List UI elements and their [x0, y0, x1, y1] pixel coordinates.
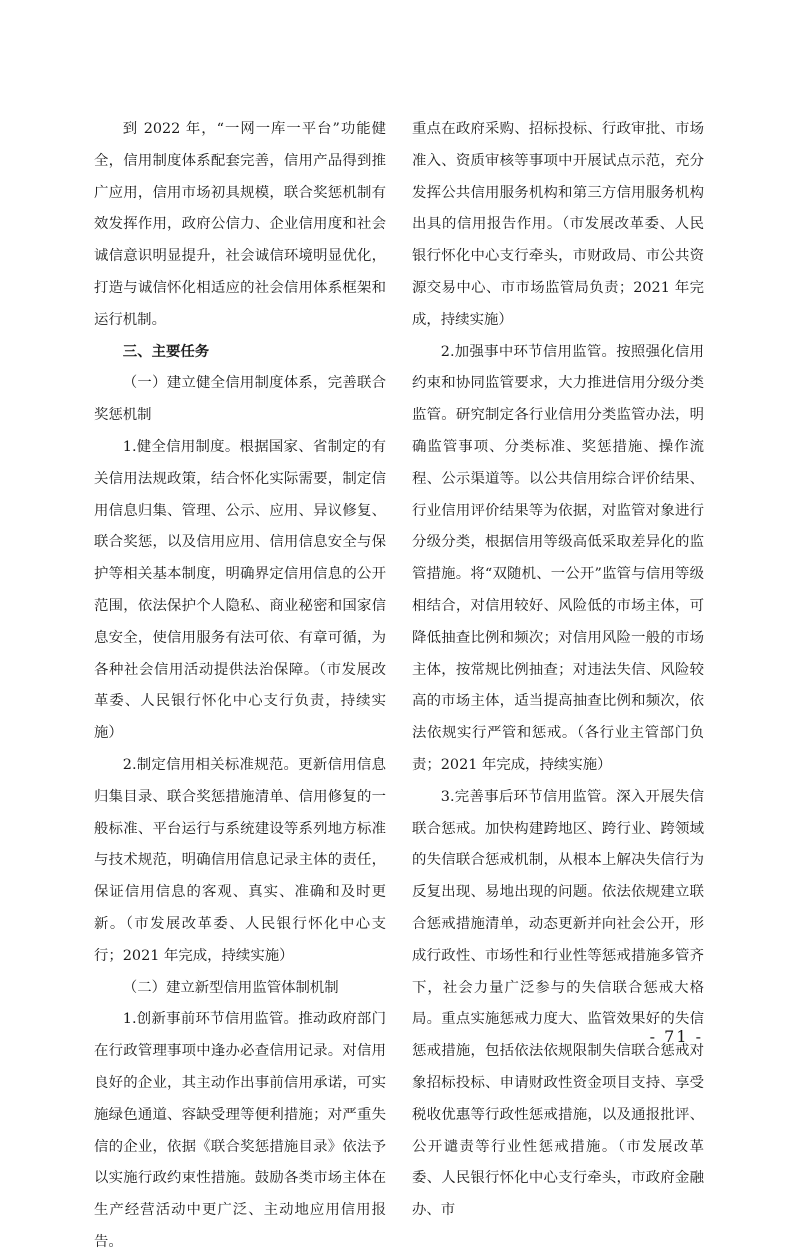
- left-column: [94, 114, 386, 1259]
- subheading-credit-supervision: （二）建立新型信用监管体制机制: [122, 979, 339, 996]
- paragraph-post-supervision: 3.完善事后环节信用监管。深入开展失信联合惩戒。加快构建跨地区、跨行业、跨领域的失信联合惩戒机制，从根本上解决失信行为反复出现、易地出现的问题。依法依规建立联合惩戒措施清单，动态更新并向社会公开，形成行政性、市场性和行业性等惩戒措施多管齐下，社会力量广泛参与的失信联合惩戒大格局。重点实施惩戒力度大、监管效果好的失信惩戒措施，包括依法依规限制失信联合惩戒对象招标投标、申请财政性资金项目支持、享受税收优惠等行政性惩戒措施，以及通报批评、公开谴责等行业性惩戒措施。（市发展改革委、人民银行怀化中心支行牵头，市政府金融办、市: [412, 788, 704, 1219]
- paragraph-pre-supervision: 1.创新事前环节信用监管。推动政府部门在行政管理事项中逢办必查信用记录。对信用良好的企业，其主动作出事前信用承诺，可实施绿色通道、容缺受理等便利措施；对严重失信的企业，依据《联合奖惩措施目录》依法予以实施行政约束性措施。鼓励各类市场主体在生产经营活动中更广泛、主动地应用信用报告。: [94, 1011, 386, 1250]
- right-column: [412, 114, 704, 1227]
- paragraph-goal: 到 2022 年，“一网一库一平台”功能健全，信用制度体系配套完善，信用产品得到推广应用，信用市场初具规模，联合奖惩机制有效发挥作用，政府公信力、企业信用度和社会诚信意识明显提升，社会诚信环境明显优化，打造与诚信怀化相适应的社会信用体系框架和运行机制。: [94, 121, 386, 328]
- paragraph-pre-supervision-continued: 重点在政府采购、招标投标、行政审批、市场准入、资质审核等事项中开展试点示范，充分发挥公共信用服务机构和第三方信用服务机构出具的信用报告作用。（市发展改革委、人民银行怀化中心支行牵头，市财政局、市公共资源交易中心、市市场监管局负责；2021 年完成，持续实施）: [412, 121, 704, 328]
- paragraph-mid-supervision: 2.加强事中环节信用监管。按照强化信用约束和协同监管要求，大力推进信用分级分类监管。研究制定各行业信用分类监管办法，明确监管事项、分类标准、奖惩措施、操作流程、公示渠道等。以公共信用综合评价结果、行业信用评价结果等为依据，对监管对象进行分级分类，根据信用等级高低采取差异化的监管措施。将“双随机、一公开”监管与信用等级相结合，对信用较好、风险低的市场主体，可降低抽查比例和频次；对信用风险一般的市场主体，按常规比例抽查；对违法失信、风险较高的市场主体，适当提高抽查比例和频次，依法依规实行严管和惩戒。（各行业主管部门负责；2021 年完成，持续实施）: [412, 343, 704, 773]
- paragraph-credit-standards: 2.制定信用相关标准规范。更新信用信息归集目录、联合奖惩措施清单、信用修复的一般标准、平台运行与系统建设等系列地方标准与技术规范，明确信用信息记录主体的责任，保证信用信息的客观、真实、准确和及时更新。（市发展改革委、人民银行怀化中心支行；2021 年完成，持续实施）: [94, 756, 386, 964]
- section-heading-main-tasks: 三、主要任务: [122, 343, 210, 360]
- subheading-credit-system: （一）建立健全信用制度体系，完善联合奖惩机制: [94, 375, 386, 424]
- paragraph-credit-rules: 1.健全信用制度。根据国家、省制定的有关信用法规政策，结合怀化实际需要，制定信用信息归集、管理、公示、应用、异议修复、联合奖惩，以及信用应用、信用信息安全与保护等相关基本制度，明确界定信用信息的公开范围，依法保护个人隐私、商业秘密和国家信息安全，使信用服务有法可依、有章可循，为各种社会信用活动提供法治保障。（市发展改革委、人民银行怀化中心支行负责，持续实施）: [94, 438, 386, 742]
- page-number: - 71 -: [649, 1027, 703, 1046]
